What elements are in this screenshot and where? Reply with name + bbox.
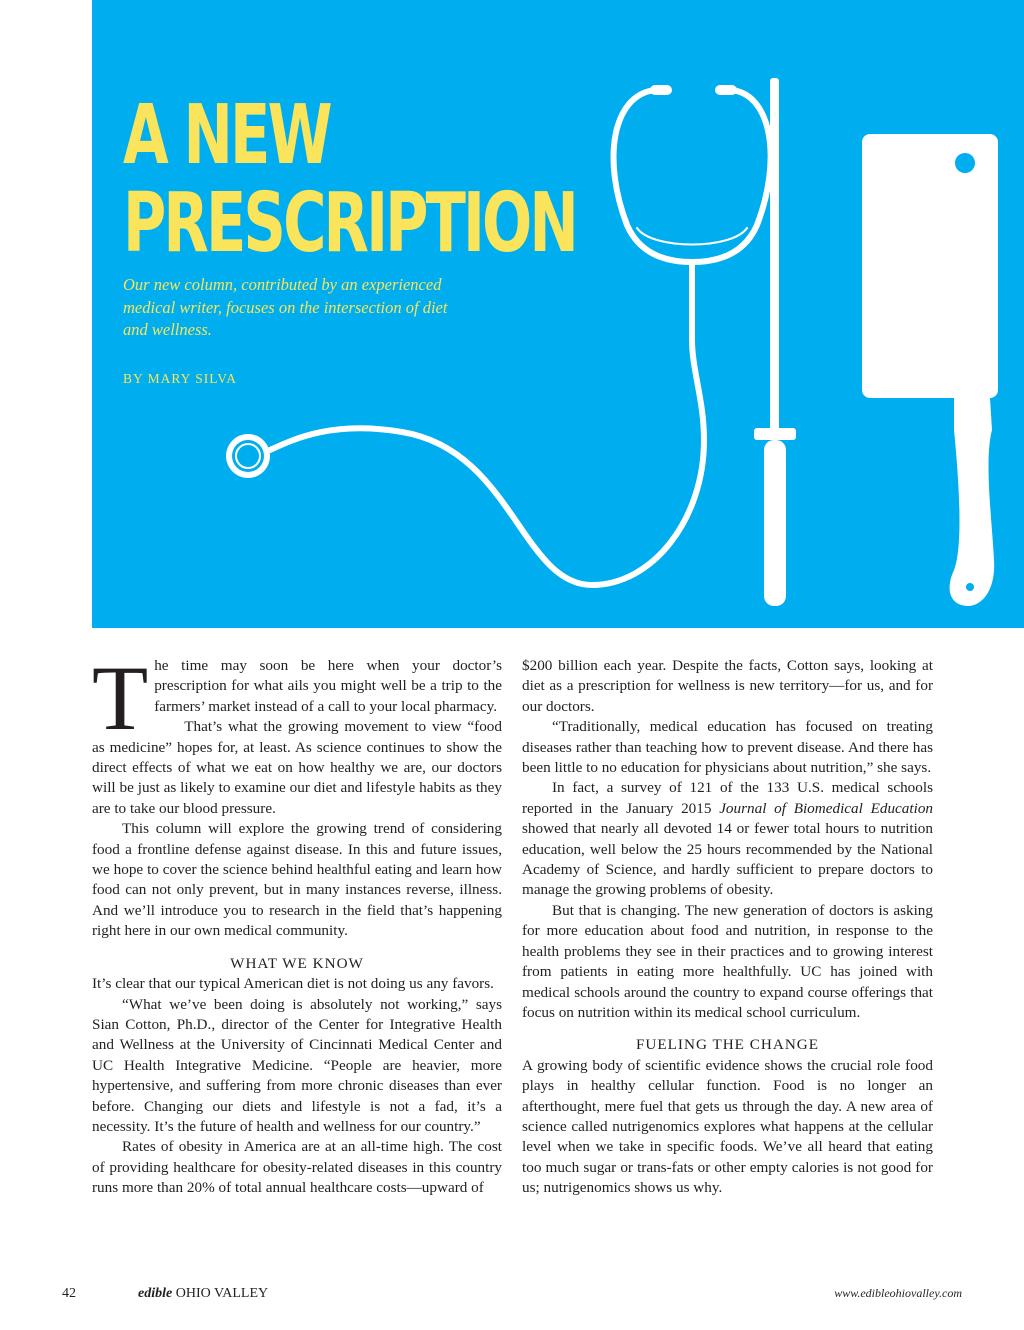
paragraph: Rates of obesity in America are at an all-time high. The cost of providing healthcare for obesity-related diseases in this country runs more than 20% of total annual healthcare costs—upward of <box>92 1138 502 1197</box>
drop-cap: T <box>92 647 149 749</box>
page-footer <box>0 1286 1024 1306</box>
paragraph-text: In fact, a survey of 121 of the 133 U.S. medical schools reported in the January 2015 <box>522 779 933 817</box>
section-heading: WHAT WE KNOW <box>230 954 364 972</box>
article-column-left <box>92 647 502 1199</box>
paragraph: $200 billion each year. Despite the facts, Cotton says, looking at diet as a prescription for wellness is new territory—for us, and for our doctors. <box>522 657 933 715</box>
paragraph: A growing body of scientific evidence shows the crucial role food plays in healthy cellular function. Food is no longer an afterthought, mere fuel that gets us through the day. A new area of science called nutrigenomics explores what happens at the cellular level when we take in specific foods. We’ve all heard that eating too much sugar or trans-fats or other empty calories is not good for us; nutrigenomics shows us why. <box>522 1056 933 1197</box>
chestpiece-icon <box>226 434 270 478</box>
magazine-name <box>138 1286 268 1302</box>
page-title <box>123 88 576 271</box>
intro-text: he time may soon be here when your doctor’s prescription for what ails you might well be a trip to the farmers’ market instead of a call to your local pharmacy. <box>154 657 502 715</box>
article-dek: Our new column, contributed by an experienced medical writer, focuses on the intersection of diet and wellness. <box>123 275 448 339</box>
paragraph <box>522 778 933 900</box>
knife-sharpener-icon <box>754 78 796 606</box>
title-line-2: PRESCRIPTION <box>123 176 576 271</box>
meat-cleaver-icon <box>862 134 998 606</box>
paragraph: That’s what the growing movement to view “food as medicine” hopes for, at least. As science continues to show the direct effects of what we eat on how healthy we are, our doctors will be just as likely to examine our diet and lifestyle habits as they are to take our blood pressure. <box>92 718 502 817</box>
paragraph: But that is changing. The new generation of doctors is asking for more education about food and nutrition, in response to the health problems they see in their practices and to growing interest from patients in eating more healthfully. UC has joined with medical schools around the country to expand course offerings that focus on nutrition within its medical school curriculum. <box>522 901 933 1021</box>
website-url[interactable]: www.edibleohiovalley.com <box>834 1286 962 1300</box>
page-number: 42 <box>62 1286 76 1301</box>
section-heading: FUELING THE CHANGE <box>635 1036 820 1054</box>
article-column-right <box>522 656 933 1199</box>
paragraph: It’s clear that our typical American diet is not doing us any favors. <box>92 975 494 993</box>
paragraph: “Traditionally, medical education has focused on treating diseases rather than teaching how to prevent disease. And there has been little to no education for physicians about nutrition,” she says. <box>522 718 933 777</box>
paragraph: “What we’ve been doing is absolutely not working,” says Sian Cotton, Ph.D., director of the Center for Integrative Health and Wellness at the University of Cincinnati Medical Center and UC Health Integrative Medicine. “People are heavier, more hypertensive, and suffering from more chronic diseases than ever before. Changing our diets and lifestyle is not a fad, it’s a necessity. It’s the future of health and wellness for our country.” <box>92 995 502 1135</box>
intro-paragraph <box>92 647 502 749</box>
byline: BY MARY SILVA <box>123 371 238 386</box>
paragraph: This column will explore the growing trend of considering food a frontline defense against disease. In this and future issues, we hope to cover the science behind healthful eating and learn how food can not only prevent, but in many instances reverse, illness. And we’ll introduce you to research in the field that’s happening right here in our own medical community. <box>92 820 502 940</box>
title-line-1: A NEW <box>123 88 330 183</box>
journal-title: Journal of Biomedical Education <box>719 799 934 817</box>
paragraph-text: showed that nearly all devoted 14 or fewer total hours to nutrition education, well below the 25 hours recommended by the National Academy of Science, and hardly sufficient to prepare doctors to manage the growing problems of obesity. <box>522 820 933 899</box>
magazine-name-rest: OHIO VALLEY <box>175 1286 269 1301</box>
magazine-name-italic: edible <box>138 1286 173 1301</box>
